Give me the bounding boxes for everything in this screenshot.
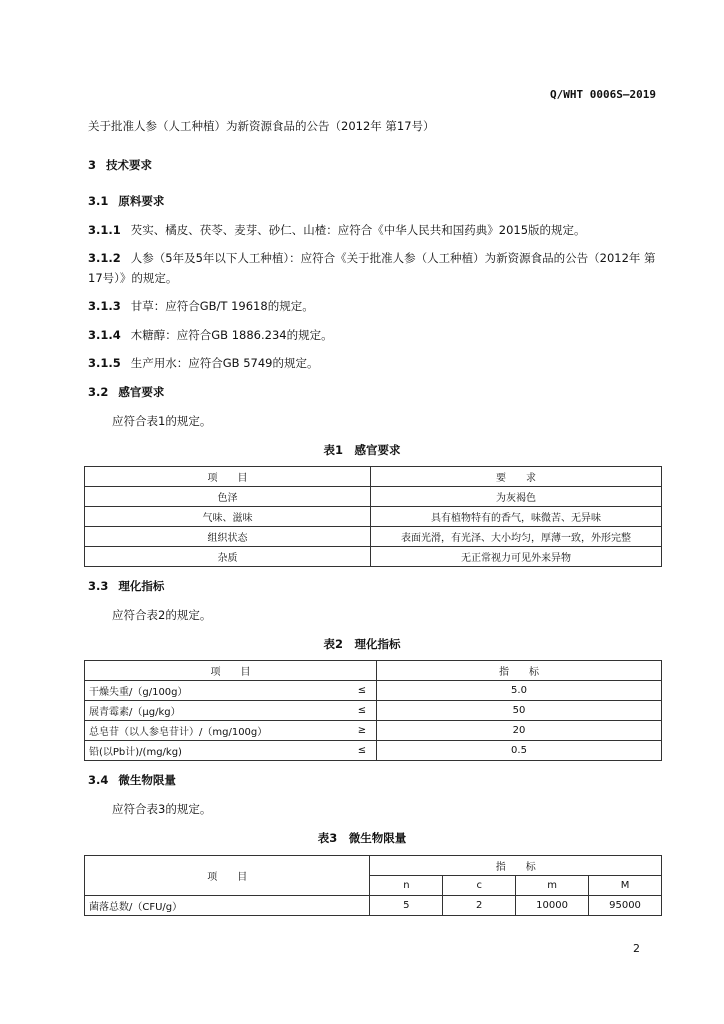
table-subheader-cell: n <box>370 876 443 896</box>
table-cell: 无正常视力可见外来异物 <box>371 547 662 567</box>
section-3-2-heading <box>88 384 164 400</box>
table-row <box>85 487 662 507</box>
table-header-cell: 要 求 <box>371 467 662 487</box>
section-title: 技术要求 <box>106 158 153 172</box>
table-cell: 气味、滋味 <box>85 507 371 527</box>
clause-text: 生产用水：应符合GB 5749的规定。 <box>130 356 319 370</box>
table-cell: 5.0 <box>377 681 662 701</box>
table-cell: 具有植物特有的香气，味微苦、无异味 <box>371 507 662 527</box>
table-row <box>85 527 662 547</box>
reference-line: 关于批准人参（人工种植）为新资源食品的公告（2012年 第17号） <box>88 119 435 133</box>
clause-number: 3.1.3 <box>88 299 121 313</box>
table-cell: ≤ <box>348 681 377 701</box>
clause-text: 芡实、橘皮、茯苓、麦芽、砂仁、山楂：应符合《中华人民共和国药典》2015版的规定。 <box>130 223 586 237</box>
table-cell: 2 <box>443 896 516 916</box>
table-cell: 10000 <box>516 896 589 916</box>
clause-3-1-1 <box>88 222 586 238</box>
section-3-3-body: 应符合表2的规定。 <box>112 608 212 622</box>
section-3-4-heading <box>88 772 176 788</box>
table-1-sensory <box>84 466 662 567</box>
table-subheader-cell: c <box>443 876 516 896</box>
table-header-cell: 指 标 <box>370 856 662 876</box>
section-title: 理化指标 <box>118 579 165 593</box>
section-3-2-body: 应符合表1的规定。 <box>112 414 212 428</box>
section-number: 3.1 <box>88 194 109 208</box>
section-number: 3.3 <box>88 579 109 593</box>
clause-number: 3.1.1 <box>88 223 121 237</box>
table-cell: 50 <box>377 701 662 721</box>
table-cell: 95000 <box>589 896 662 916</box>
table-cell: ≤ <box>348 741 377 761</box>
clause-number: 3.1.4 <box>88 328 121 342</box>
clause-3-1-3 <box>88 298 314 314</box>
table-header-row <box>85 661 662 681</box>
table-subheader-cell: M <box>589 876 662 896</box>
section-title: 原料要求 <box>118 194 165 208</box>
table-cell: 20 <box>377 721 662 741</box>
table-row <box>85 721 662 741</box>
table-cell: 表面光滑，有光泽、大小均匀，厚薄一致，外形完整 <box>371 527 662 547</box>
clause-text: 甘草：应符合GB/T 19618的规定。 <box>130 299 314 313</box>
table-header-cell: 项 目 <box>85 661 377 681</box>
table-header-row <box>85 467 662 487</box>
table-cell: 铅(以Pb计)/(mg/kg) <box>85 741 349 761</box>
table-cell: ≤ <box>348 701 377 721</box>
table-header-cell: 项 目 <box>85 856 370 896</box>
table-cell: 色泽 <box>85 487 371 507</box>
section-number: 3.2 <box>88 385 109 399</box>
section-3-heading <box>88 157 152 173</box>
table-cell: 总皂苷（以人参皂苷计）/（mg/100g） <box>85 721 349 741</box>
clause-number: 3.1.5 <box>88 356 121 370</box>
table-cell: 为灰褐色 <box>371 487 662 507</box>
section-title: 微生物限量 <box>118 773 176 787</box>
table-cell: 5 <box>370 896 443 916</box>
clause-3-1-5 <box>88 355 318 371</box>
clause-3-1-4 <box>88 327 333 343</box>
table-2-caption: 表2 理化指标 <box>323 637 401 651</box>
table-row <box>85 507 662 527</box>
table-3-caption: 表3 微生物限量 <box>317 831 407 845</box>
table-1-caption: 表1 感官要求 <box>323 443 401 457</box>
table-cell: 菌落总数/（CFU/g） <box>85 896 370 916</box>
section-number: 3 <box>88 158 97 172</box>
table-3-microbial <box>84 855 662 916</box>
table-cell: 0.5 <box>377 741 662 761</box>
section-3-3-heading <box>88 578 164 594</box>
table-cell: ≥ <box>348 721 377 741</box>
clause-3-1-2 <box>88 248 658 288</box>
table-cell: 展青霉素/（μg/kg） <box>85 701 349 721</box>
table-row <box>85 896 662 916</box>
standard-code: Q/WHT 0006S—2019 <box>550 88 656 101</box>
clause-number: 3.1.2 <box>88 251 121 265</box>
page-number: 2 <box>633 942 640 955</box>
section-number: 3.4 <box>88 773 109 787</box>
table-row <box>85 741 662 761</box>
section-title: 感官要求 <box>118 385 165 399</box>
clause-text: 人参（5年及5年以下人工种植）：应符合《关于批准人参（人工种植）为新资源食品的公告（2012年 第17号）》的规定。 <box>88 251 656 285</box>
section-3-1-heading <box>88 193 164 209</box>
clause-text: 木糖醇：应符合GB 1886.234的规定。 <box>130 328 333 342</box>
table-cell: 组织状态 <box>85 527 371 547</box>
table-row <box>85 681 662 701</box>
table-subheader-cell: m <box>516 876 589 896</box>
table-2-physicochemical <box>84 660 662 761</box>
table-header-cell: 指 标 <box>377 661 662 681</box>
table-header-cell: 项 目 <box>85 467 371 487</box>
table-row <box>85 701 662 721</box>
table-cell: 干燥失重/（g/100g） <box>85 681 349 701</box>
table-header-row <box>85 856 662 876</box>
section-3-4-body: 应符合表3的规定。 <box>112 802 212 816</box>
table-cell: 杂质 <box>85 547 371 567</box>
table-row <box>85 547 662 567</box>
